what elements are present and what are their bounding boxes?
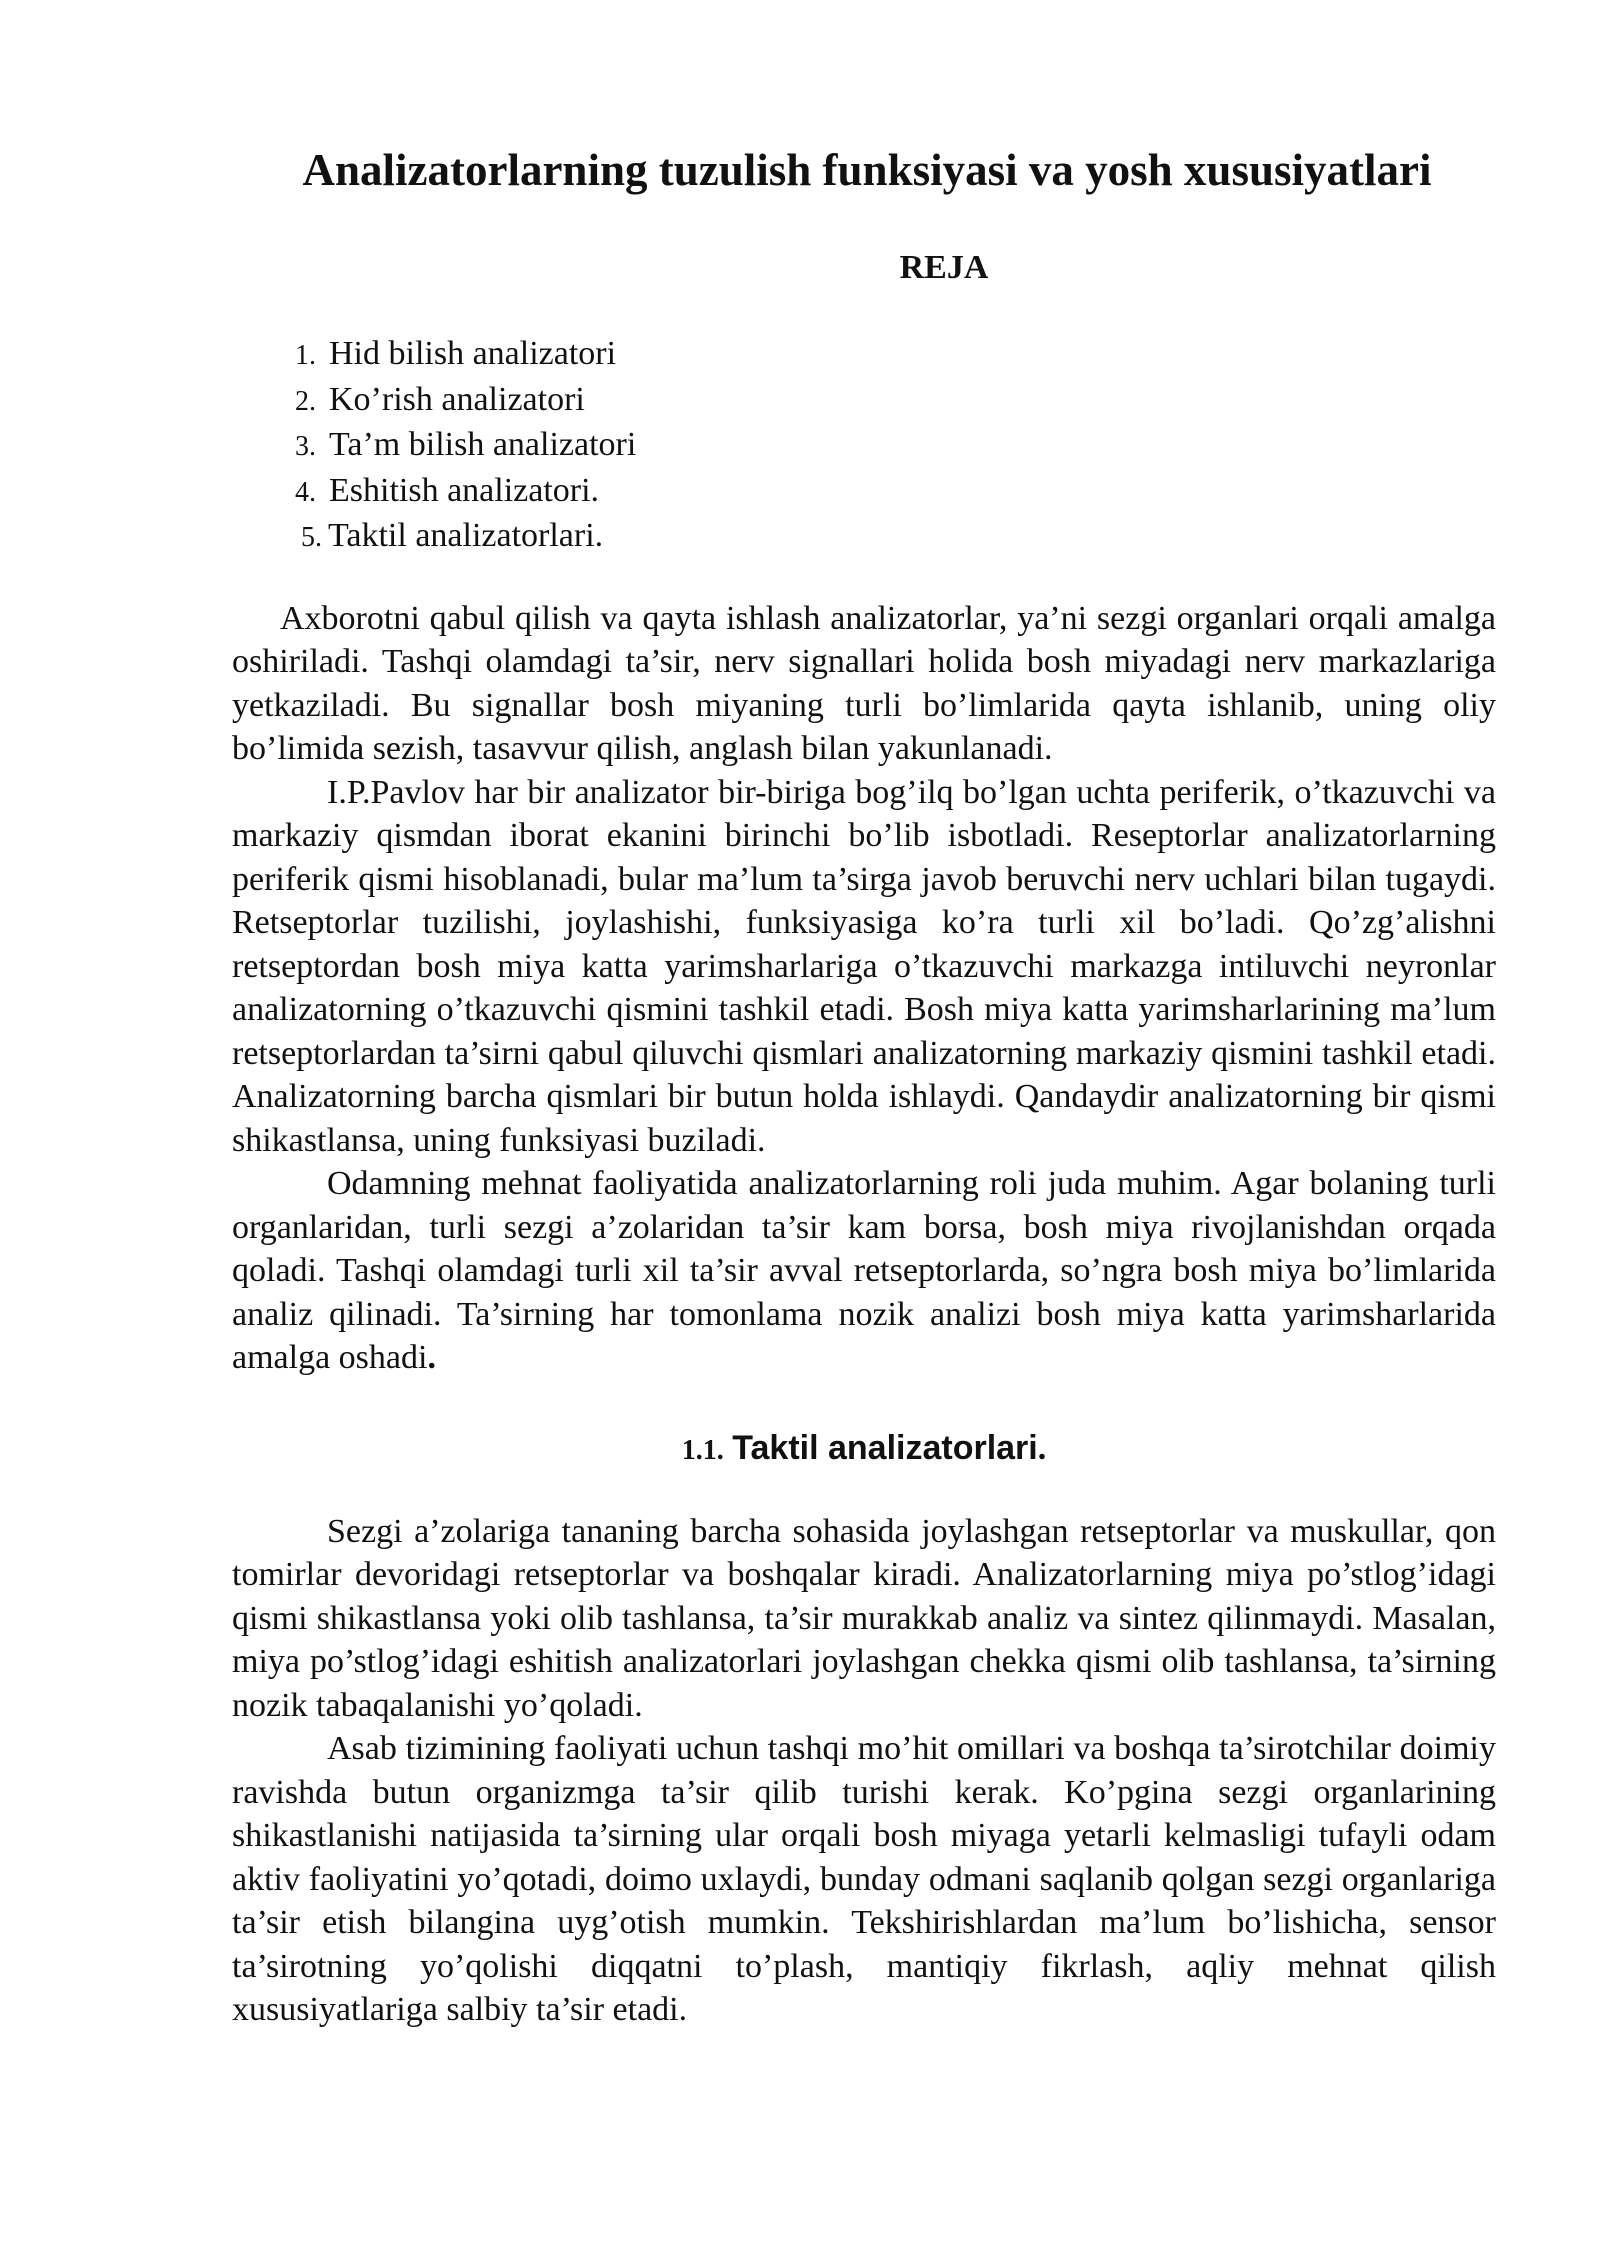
page-content	[232, 140, 1496, 2032]
plan-item	[270, 469, 1496, 515]
document-title: Analizatorlarning tuzulish funksiyasi va yosh xususiyatlari	[302, 145, 1432, 195]
section-number: 1.1.	[681, 1434, 724, 1466]
plan-item	[270, 423, 1496, 469]
plan-item-number: 2.	[295, 385, 316, 417]
plan-item-number: 3.	[295, 431, 316, 462]
plan-item	[270, 378, 1496, 424]
body-paragraph: Sezgi a’zolariga tananing barcha sohasida joylashgan retseptorlar va muskullar, qon tomirlar devoridagi retseptorlar va boshqalar kiradi. Analizatorlarning miya po’stlog’idagi qismi shikastlansa yoki olib tashlansa, ta’sir murakkab analiz va sintez qilinmaydi. Masalan, miya po’stlog’idagi eshitish analizatorlari joylashgan chekka qismi olib tashlansa, ta’sirning nozik tabaqalanishi yo’qoladi.	[232, 1512, 1496, 1724]
section-body	[232, 1510, 1496, 2032]
plan-item-text: Hid bilish analizatori	[329, 335, 617, 372]
plan-item-number: 4.	[295, 476, 316, 508]
plan-item	[270, 332, 1496, 378]
section-heading	[232, 1424, 1496, 1475]
body-paragraph	[232, 1162, 1496, 1380]
section-title: Taktil analizatorlari	[732, 1428, 1038, 1467]
paragraph-text: Odamning mehnat faoliyatida analizatorlarning roli juda muhim. Agar bolaning turli organlaridan, turli sezgi a’zolaridan ta’sir kam borsa, bosh miya rivojlanishdan orqada qoladi. Tashqi olamdagi turli xil ta’sir avval retseptorlarda, so’ngra bosh miya bo’limlarida analiz qilinadi. Ta’sirning har tomonlama nozik analizi bosh miya katta yarimsharlarida amalga oshadi	[232, 1165, 1496, 1376]
body-paragraph: I.P.Pavlov har bir analizator bir-biriga bog’ilq bo’lgan uchta periferik, o’tkazuvchi va markaziy qismdan iborat ekanini birinchi bo’lib isbotladi. Reseptorlar analizatorlarning periferik qismi hisoblanadi, bular ma’lum ta’sirga javob beruvchi nerv uchlari bilan tugaydi. Retseptorlar tuzilishi, joylashishi, funksiyasiga ko’ra turli xil bo’ladi. Qo’zg’alishni retseptordan bosh miya katta yarimsharlariga o’tkazuvchi markazga intiluvchi neyronlar analizatorning o’tkazuvchi qismini tashkil etadi. Bosh miya katta yarimsharlarining ma’lum retseptorlardan ta’sirni qabul qiluvchi qismlari analizatorning markaziy qismini tashkil etadi. Analizatorning barcha qismlari bir butun holda ishlaydi. Qandaydir analizatorning bir qismi shikastlansa, uning funksiyasi buziladi.	[232, 773, 1496, 1159]
plan-item-number: 5.	[301, 522, 322, 553]
body-paragraph: Asab tizimining faoliyati uchun tashqi mo’hit omillari va boshqa ta’sirotchilar doimiy ravishda butun organizmga ta’sir qilib turishi kerak. Ko’pgina sezgi organlarining shikastlanishi natijasida ta’sirning ular orqali bosh miyaga yetarli kelmasligi tufayli odam aktiv faoliyatini yo’qotadi, doimo uxlaydi, bunday odmani saqlanib qolgan sezgi organlariga ta’sir etish bilangina uyg’otish mumkin. Tekshirishlardan ma’lum bo’lishicha, sensor ta’sirotning yo’qolishi diqqatni to’plash, mantiqiy fikrlash, aqliy mehnat qilish xususiyatlariga salbiy ta’sir etadi.	[232, 1730, 1496, 2028]
plan-heading: REJA	[899, 249, 989, 286]
plan-list	[232, 332, 1496, 560]
plan-item	[270, 514, 1496, 560]
paragraph-end-mark: .	[427, 1339, 436, 1376]
plan-item-text: Taktil analizatorlari.	[328, 517, 604, 554]
plan-item-text: Eshitish analizatori.	[329, 471, 600, 509]
body-paragraph: Axborotni qabul qilish va qayta ishlash analizatorlar, ya’ni sezgi organlari orqali amalga oshiriladi. Tashqi olamdagi ta’sir, nerv signallari holida bosh miyadagi nerv markazlariga yetkaziladi. Bu signallar bosh miyaning turli bo’limlarida qayta ishlanib, uning oliy bo’limida sezish, tasavvur qilish, anglash bilan yakunlanadi.	[232, 599, 1496, 767]
plan-item-text: Ta’m bilish analizatori	[329, 426, 637, 463]
section-title-suffix: .	[1037, 1429, 1047, 1467]
plan-item-number: 1.	[295, 340, 316, 371]
plan-item-text: Ko’rish analizatori	[329, 380, 585, 418]
intro-body	[232, 597, 1496, 1380]
